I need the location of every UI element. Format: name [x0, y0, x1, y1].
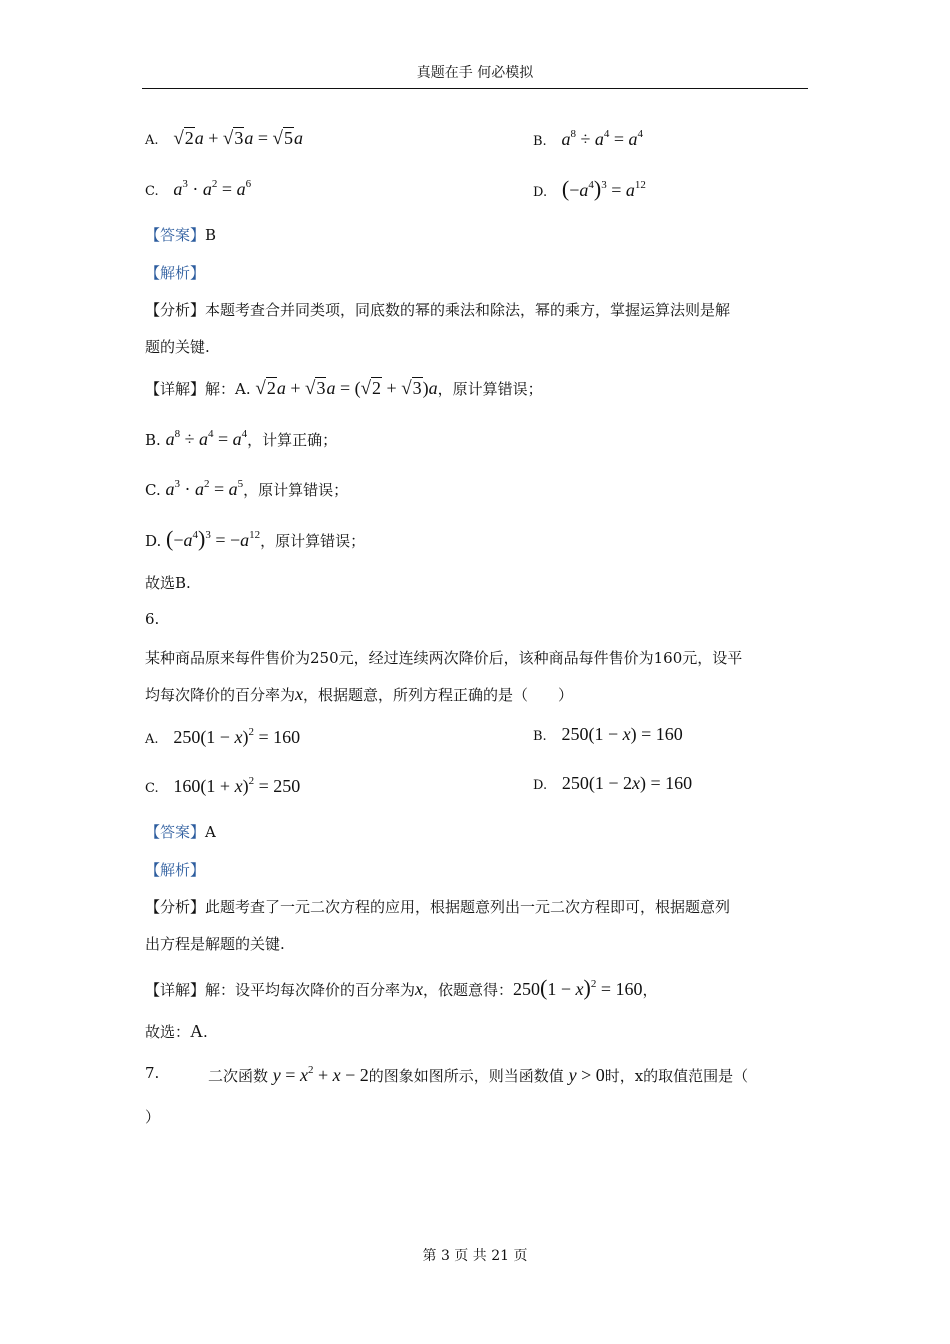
q5-detail-b-formula: $a^8 \div a^4 = a^4$	[165, 428, 248, 449]
q7-number: 7.	[145, 1064, 160, 1082]
q5-analysis-heading: 【解析】	[145, 264, 206, 282]
q6-fenxi-line1	[145, 896, 730, 917]
q5-detail-prefix: 解：A.	[205, 380, 251, 398]
q6-detail-text2: ，依题意得：	[423, 981, 514, 999]
q5-fenxi-label: 【分析】	[145, 301, 206, 319]
q6-fenxi-line2: 出方程是解题的关键.	[145, 935, 285, 953]
q5-analysis-label	[145, 262, 205, 283]
q5-option-a-letter: A.	[145, 133, 159, 148]
q5-detail-c-suffix: ，原计算错误；	[243, 481, 349, 499]
q6-fenxi-text1: 此题考查了一元二次方程的应用，根据题意列出一元二次方程即可，根据题意列	[205, 898, 731, 916]
q5-fenxi-text1: 本题考查合并同类项，同底数的幂的乘法和除法，幂的乘方，掌握运算法则是解	[205, 301, 731, 319]
q6-option-d-letter: D.	[533, 778, 548, 793]
q6-stem-line1: 某种商品原来每件售价为250元，经过连续两次降价后，该种商品每件售价为160元，设平	[145, 649, 743, 667]
q6-answer-value: A	[205, 823, 216, 841]
q6-detail-end: ，	[642, 981, 658, 999]
q6-option-b-letter: B.	[533, 729, 547, 744]
q6-stem-line2a: 均每次降价的百分率为	[145, 686, 296, 704]
q5-fenxi-line2: 题的关键.	[145, 338, 210, 356]
q5-option-d	[533, 176, 646, 202]
q5-answer	[145, 224, 216, 245]
q6-option-c	[145, 775, 300, 797]
q6-conclusion-suffix: .	[203, 1023, 208, 1041]
q6-conclusion	[145, 1021, 208, 1042]
q5-detail-d	[145, 526, 365, 552]
q6-number: 6.	[145, 610, 160, 628]
q5-detail-b	[145, 428, 337, 450]
q5-option-c-letter: C.	[145, 184, 159, 199]
q5-detail-d-suffix: ，原计算错误；	[260, 532, 366, 550]
q6-detail-text: 解：设平均每次降价的百分率为	[205, 981, 416, 999]
q7-stem-a: 二次函数	[208, 1067, 269, 1085]
q6-option-b	[533, 724, 683, 745]
q7-stem-b: 的图象如图所示，则当函数值	[368, 1067, 564, 1085]
q5-option-c	[145, 178, 251, 200]
q5-option-a	[145, 128, 303, 150]
q5-detail-d-formula: $(-a^4)^3 = -a^{12}$	[166, 526, 261, 551]
q6-option-b-formula: 250(1 − x) = 160	[561, 724, 683, 744]
page-header: 真题在手 何必模拟	[142, 62, 808, 89]
q5-answer-value: B	[205, 226, 217, 244]
q5-option-b	[533, 128, 643, 150]
q6-answer-label: 【答案】	[145, 823, 206, 841]
q7-stem-close: ）	[145, 1108, 161, 1126]
q6-conclusion-answer: A	[190, 1021, 204, 1041]
q6-answer	[145, 821, 216, 842]
q6-fenxi-label: 【分析】	[145, 898, 206, 916]
page-footer: 第 3 页 共 21 页	[422, 1248, 528, 1264]
q5-option-d-formula: $(-a^4)^3 = a^{12}$	[561, 176, 646, 201]
q7-stem	[208, 1064, 748, 1086]
q7-function-formula: $y = x^2 + x - 2$	[272, 1064, 369, 1085]
q5-detail-d-prefix: D.	[145, 532, 162, 550]
q5-detail-a-formula: √2a + √3a = (√2 + √3)a	[255, 378, 438, 399]
q5-fenxi-line1	[145, 299, 730, 320]
q5-option-a-formula: √2a + √3a = √5a	[173, 128, 303, 149]
q6-variable-x: x	[295, 684, 304, 704]
q5-detail-c	[145, 478, 348, 500]
q7-condition-formula: y > 0	[568, 1065, 605, 1085]
q6-detail-variable-x: x	[415, 979, 424, 999]
q6-option-a-formula: $250(1 - x)^2 = 160$	[173, 726, 301, 747]
q6-detail	[145, 975, 658, 1001]
q6-stem-line2b: ，根据题意，所列方程正确的是（ ）	[303, 686, 574, 704]
q6-option-c-formula: $160(1 + x)^2 = 250$	[173, 775, 301, 796]
q5-detail-c-formula: $a^3 \cdot a^2 = a^5$	[165, 478, 244, 499]
q6-conclusion-prefix: 故选：	[145, 1023, 191, 1041]
q6-option-a-letter: A.	[145, 732, 159, 747]
q6-detail-formula: $250(1 - x)^2 = 160$	[513, 975, 643, 1000]
q5-option-b-letter: B.	[533, 134, 547, 149]
q6-analysis-label	[145, 859, 205, 880]
q6-analysis-heading: 【解析】	[145, 861, 206, 879]
q6-option-d	[533, 773, 692, 794]
q5-conclusion: 故选B.	[145, 574, 191, 592]
q5-option-c-formula: $a^3 \cdot a^2 = a^6$	[173, 178, 252, 199]
q7-stem-c: 时，x的取值范围是（	[604, 1067, 749, 1085]
q5-option-d-letter: D.	[533, 185, 548, 200]
q6-option-c-letter: C.	[145, 781, 159, 796]
q6-detail-label: 【详解】	[145, 981, 206, 999]
q5-detail-a	[145, 378, 543, 400]
q6-option-a	[145, 726, 300, 748]
q5-detail-b-prefix: B.	[145, 431, 161, 449]
q5-detail-b-suffix: ，计算正确；	[247, 431, 338, 449]
q5-option-b-formula: $a^8 \div a^4 = a^4$	[561, 128, 644, 149]
q5-detail-label: 【详解】	[145, 380, 206, 398]
q5-detail-c-prefix: C.	[145, 481, 161, 499]
q6-stem-line2	[145, 684, 573, 705]
q6-option-d-formula: 250(1 − 2x) = 160	[561, 773, 693, 793]
q5-answer-label: 【答案】	[145, 226, 206, 244]
q5-detail-a-suffix: ，原计算错误；	[437, 380, 543, 398]
